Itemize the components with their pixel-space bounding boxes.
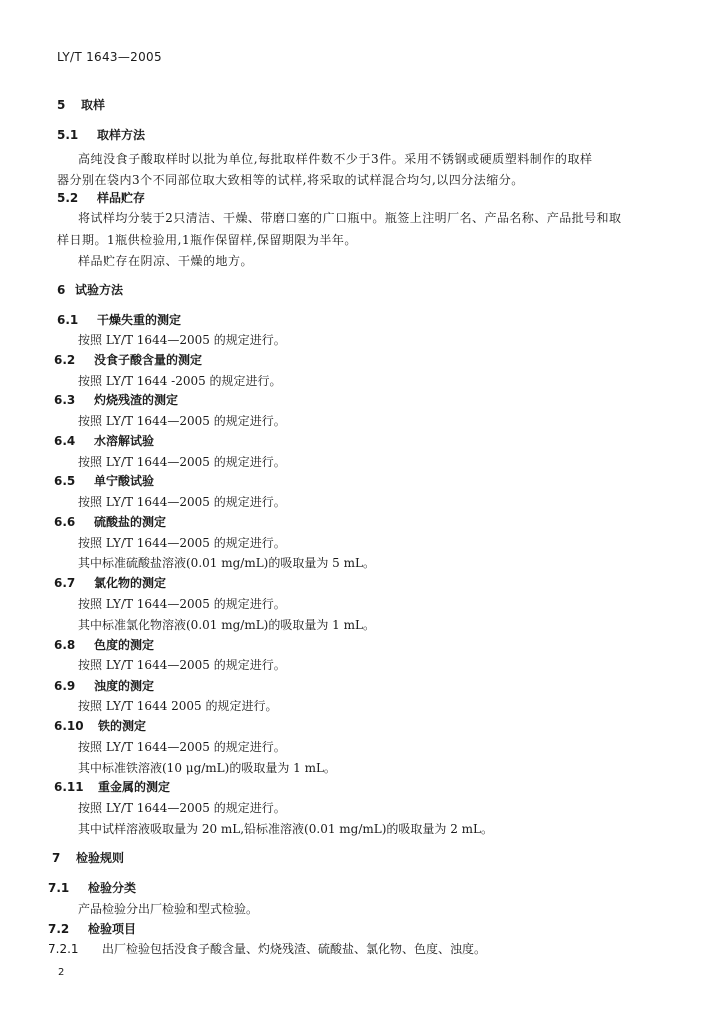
paragraph-line: 其中标准硫酸盐溶液(0.01 mg/mL)的吸取量为 5 mL。 bbox=[78, 556, 375, 570]
paragraph-line: 按照 LY/T 1644—2005 的规定进行。 bbox=[78, 740, 286, 754]
subsection-title: 硫酸盐的测定 bbox=[94, 515, 167, 529]
subsection-title: 没食子酸含量的测定 bbox=[94, 353, 203, 367]
section-7-heading bbox=[52, 851, 124, 865]
paragraph-line: 产品检验分出厂检验和型式检验。 bbox=[78, 902, 259, 916]
subsection-title: 取样方法 bbox=[97, 128, 146, 142]
subsection-number: 6.4 bbox=[54, 434, 76, 448]
subsection-number: 6.7 bbox=[54, 576, 76, 590]
paragraph-line: 其中标准铁溶液(10 μg/mL)的吸取量为 1 mL。 bbox=[78, 761, 336, 775]
paragraph-line: 按照 LY/T 1644 -2005 的规定进行。 bbox=[78, 374, 282, 388]
section-number: 6 bbox=[57, 283, 66, 297]
paragraph-7-2-1 bbox=[48, 942, 486, 956]
subsection-6-3-heading bbox=[54, 393, 178, 407]
page-number: 2 bbox=[58, 967, 65, 978]
section-5-heading bbox=[57, 98, 105, 112]
subsection-title: 样品贮存 bbox=[97, 191, 146, 205]
standard-code: LY/T 1643—2005 bbox=[57, 50, 162, 64]
paragraph-line: 器分别在袋内3个不同部位取大致相等的试样,将采取的试样混合均匀,以四分法缩分。 bbox=[57, 173, 524, 187]
subsection-title: 氯化物的测定 bbox=[94, 576, 167, 590]
paragraph-line: 高纯没食子酸取样时以批为单位,每批取样件数不少于3件。采用不锈钢或硬质塑料制作的取样 bbox=[78, 152, 593, 166]
paragraph-line: 按照 LY/T 1644—2005 的规定进行。 bbox=[78, 536, 286, 550]
subsection-6-4-heading bbox=[54, 434, 154, 448]
subsection-number: 7.2 bbox=[48, 922, 70, 936]
subsection-number: 7.1 bbox=[48, 881, 70, 895]
paragraph-line: 样日期。1瓶供检验用,1瓶作保留样,保留期限为半年。 bbox=[57, 233, 357, 247]
subsection-title: 检验分类 bbox=[88, 881, 137, 895]
subsection-title: 浊度的测定 bbox=[94, 679, 155, 693]
subsection-number: 6.3 bbox=[54, 393, 76, 407]
subsection-number: 5.2 bbox=[57, 191, 79, 205]
subsection-number: 6.11 bbox=[54, 780, 84, 794]
subsection-6-8-heading bbox=[54, 638, 154, 652]
subsection-number: 7.2.1 bbox=[48, 942, 79, 956]
subsection-title: 铁的测定 bbox=[98, 719, 147, 733]
paragraph-line: 按照 LY/T 1644 2005 的规定进行。 bbox=[78, 699, 278, 713]
section-6-heading bbox=[57, 283, 123, 297]
subsection-title: 水溶解试验 bbox=[94, 434, 155, 448]
subsection-6-10-heading bbox=[54, 719, 146, 733]
subsection-5-1-heading bbox=[57, 128, 145, 142]
paragraph-line: 将试样均分装于2只清洁、干燥、带磨口塞的广口瓶中。瓶签上注明厂名、产品名称、产品批号和取 bbox=[78, 211, 622, 225]
section-number: 5 bbox=[57, 98, 66, 112]
paragraph-line: 其中标准氯化物溶液(0.01 mg/mL)的吸取量为 1 mL。 bbox=[78, 618, 375, 632]
paragraph-line: 按照 LY/T 1644—2005 的规定进行。 bbox=[78, 658, 286, 672]
subsection-number: 6.2 bbox=[54, 353, 76, 367]
subsection-number: 6.10 bbox=[54, 719, 84, 733]
paragraph-line: 按照 LY/T 1644—2005 的规定进行。 bbox=[78, 801, 286, 815]
subsection-6-1-heading bbox=[57, 313, 181, 327]
subsection-number: 5.1 bbox=[57, 128, 79, 142]
paragraph-line: 按照 LY/T 1644—2005 的规定进行。 bbox=[78, 455, 286, 469]
subsection-number: 6.5 bbox=[54, 474, 76, 488]
subsection-title: 干燥失重的测定 bbox=[97, 313, 182, 327]
section-number: 7 bbox=[52, 851, 61, 865]
paragraph-line: 按照 LY/T 1644—2005 的规定进行。 bbox=[78, 414, 286, 428]
subsection-title: 重金属的测定 bbox=[98, 780, 171, 794]
subsection-number: 6.9 bbox=[54, 679, 76, 693]
subsection-number: 6.8 bbox=[54, 638, 76, 652]
subsection-number: 6.6 bbox=[54, 515, 76, 529]
subsection-6-2-heading bbox=[54, 353, 202, 367]
subsection-number: 6.1 bbox=[57, 313, 79, 327]
subsection-6-5-heading bbox=[54, 474, 154, 488]
subsection-7-2-heading bbox=[48, 922, 136, 936]
subsection-7-1-heading bbox=[48, 881, 136, 895]
paragraph-line: 按照 LY/T 1644—2005 的规定进行。 bbox=[78, 597, 286, 611]
paragraph-line: 按照 LY/T 1644—2005 的规定进行。 bbox=[78, 333, 286, 347]
subsection-6-9-heading bbox=[54, 679, 154, 693]
paragraph-text: 出厂检验包括没食子酸含量、灼烧残渣、硫酸盐、氯化物、色度、浊度。 bbox=[102, 942, 487, 956]
subsection-6-6-heading bbox=[54, 515, 166, 529]
subsection-title: 单宁酸试验 bbox=[94, 474, 155, 488]
subsection-title: 检验项目 bbox=[88, 922, 137, 936]
paragraph-line: 其中试样溶液吸取量为 20 mL,铅标准溶液(0.01 mg/mL)的吸取量为 2 mL。 bbox=[78, 822, 494, 836]
section-title: 试验方法 bbox=[75, 283, 124, 297]
paragraph-line: 按照 LY/T 1644—2005 的规定进行。 bbox=[78, 495, 286, 509]
section-title: 检验规则 bbox=[76, 851, 125, 865]
subsection-title: 灼烧残渣的测定 bbox=[94, 393, 179, 407]
section-title: 取样 bbox=[81, 98, 106, 112]
subsection-5-2-heading bbox=[57, 191, 145, 205]
subsection-6-7-heading bbox=[54, 576, 166, 590]
paragraph-line: 样品贮存在阴凉、干燥的地方。 bbox=[78, 254, 254, 268]
subsection-title: 色度的测定 bbox=[94, 638, 155, 652]
subsection-6-11-heading bbox=[54, 780, 170, 794]
